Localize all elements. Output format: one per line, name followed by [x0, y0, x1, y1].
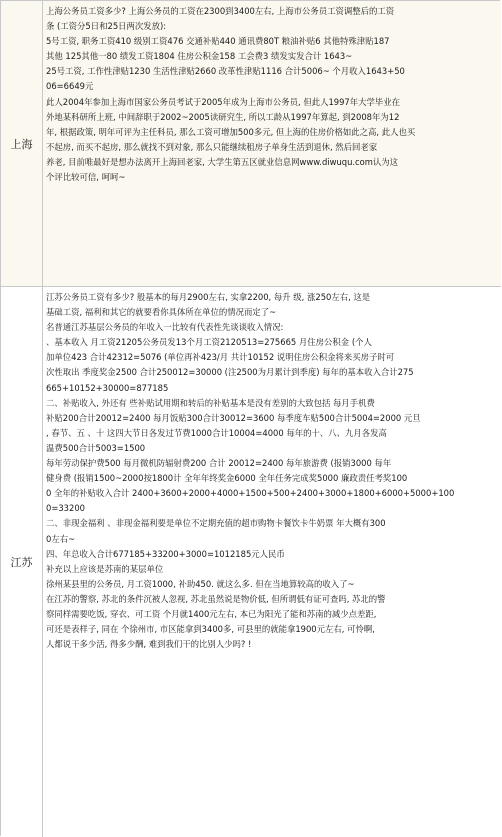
table-row-jiangsu — [1, 287, 501, 837]
text-line: 0 全年的补贴收入合计 2400+3600+2000+4000+1500+500+2400+3000+1800+6000+5000+100 — [46, 488, 455, 499]
text-line: 补贴200合计20012=2400 每月饭贴300合计30012=3600 每季度车贴500合计5004=2000 元旦 — [46, 412, 421, 423]
text-line: 此人2004年参加上海市国家公务员考试于2005年成为上海市公务员, 但此人1997年大学毕业在 — [46, 96, 401, 107]
text-line: 察同样需要吃饭, 穿衣、可工资 个月就1400元左右, 本已为阳光了能和苏南的减少点差距, — [46, 608, 377, 619]
text-line: 次性取出 季度奖金2500 合计250012=30000 (注2500为月累计到季度) 每年的基本收入合计275 — [46, 367, 414, 378]
text-line: 每年劳动保护费500 每月微机防辐射费200 合计 20012=2400 每年旅游费 (报销3000 每年 — [46, 458, 392, 469]
text-line: 不起房, 而买不起房, 那么就找不到对象, 那么只能继续租房子单身生活到退休, 然后回老家 — [46, 141, 378, 152]
text-line: 基础工资, 福利和其它的就要看你具体所在单位的情况而定了~ — [46, 307, 277, 318]
content-cell — [46, 290, 496, 652]
text-line: 养老, 目前唯最好是想办法离开上海回老家, 大学生第五区就业信息网www.diwuqu.com认为这 — [46, 156, 399, 167]
region-cell: 上海 — [1, 1, 43, 286]
text-line: 年, 根据政策, 明年可评为主任科员, 那么工资可增加500多元, 但上海的住房价格如此之高, 此人也买 — [46, 126, 416, 137]
text-line: 在江苏的警察, 苏北的条件沉被人忽视, 苏北虽然说是物价低, 但所谓低有证可查吗, 苏北的警 — [46, 593, 386, 604]
text-line: 06=6649元 — [46, 81, 94, 92]
text-line: 加单位423 合计42312=5076 (单位再补423/月 共计10152 说明住房公积金将来买房子时可 — [46, 352, 395, 363]
text-line: 5号工资, 职务工资410 级别工资476 交通补贴440 通讯费80T 粮油补贴6 其他特殊津贴187 — [46, 36, 390, 47]
text-line: 人都说干多少活, 得多少酬, 难到我们干的比别人少吗? ! — [46, 639, 252, 650]
text-line: , 春节、五 、十 这四大节日各发过节费1000合计10004=4000 每年的十、八、九月各发高 — [46, 427, 387, 438]
text-line: 二、补贴收入, 外还有 些补贴试用期和转后的补贴基本是没有差别的大致包括 每月手机费 — [46, 397, 375, 408]
text-line: 名普通江苏基层公务员的年收入一比较有代表性先谈谈收入情况: — [46, 322, 284, 333]
text-line: 徐州某县里的公务员, 月工资1000, 补助450. 就这么多. 但在当地算较高的收入了~ — [46, 578, 355, 589]
text-line: 0左右~ — [46, 533, 76, 544]
text-line: 上海公务员工资多少? 上海公务员的工资在2300到3400左右, 上海市公务员工资调整后的工资 — [46, 6, 395, 16]
table-row-shanghai — [1, 1, 501, 287]
text-line: 条 (工资分5日和25日两次发放): — [46, 21, 167, 32]
text-line: 、基本收入 月工资21205公务员发13个月工资2120513=275665 月住房公积金 (个人 — [46, 337, 372, 348]
text-line: 健身费 (报销1500~2000按1800计 全年年终奖金6000 全年任务完成奖5000 廉政责任考奖100 — [46, 473, 408, 484]
text-line: 0=33200 — [46, 503, 85, 514]
text-line: 四、年总收入合计677185+33200+3000=1012185元人民币 — [46, 548, 285, 559]
text-line: 外地某科研所上班, 中间辞职于2002~2005读研究生, 所以工龄从1997年算起, 到2008年为12 — [46, 111, 400, 122]
text-line: 补充以上应该是苏南的某层单位 — [46, 563, 164, 574]
text-line: 二、非现金福利 、非现金福利要是单位不定期充值的超市购物卡餐饮卡牛奶票 年大概有300 — [46, 518, 386, 529]
text-line: 江苏公务员工资有多少? 般基本的每月2900左右, 实拿2200, 每升 级, 涨250左右, 这是 — [46, 292, 371, 302]
text-line: 温费500合计5003=1500 — [46, 442, 146, 453]
text-line: 其他 125其他一80 绩发工资1804 住房公积金158 工会费3 绩发实发合计 1643~ — [46, 51, 353, 62]
text-line: 可还是表样子, 同在 个徐州市, 市区能拿到3400多, 可县里的就能拿1900元左右, 可怜啊, — [46, 624, 375, 635]
text-line: 25号工资, 工作性津贴1230 生活性津贴2660 改革性津贴1116 合计5006~ 个月收入1643+50 — [46, 66, 405, 77]
content-cell — [46, 4, 496, 185]
text-line: 个评比较可信, 呵呵~ — [46, 172, 126, 183]
text-line: 665+10152+30000=877185 — [46, 382, 169, 393]
region-cell: 江苏 — [1, 287, 43, 837]
